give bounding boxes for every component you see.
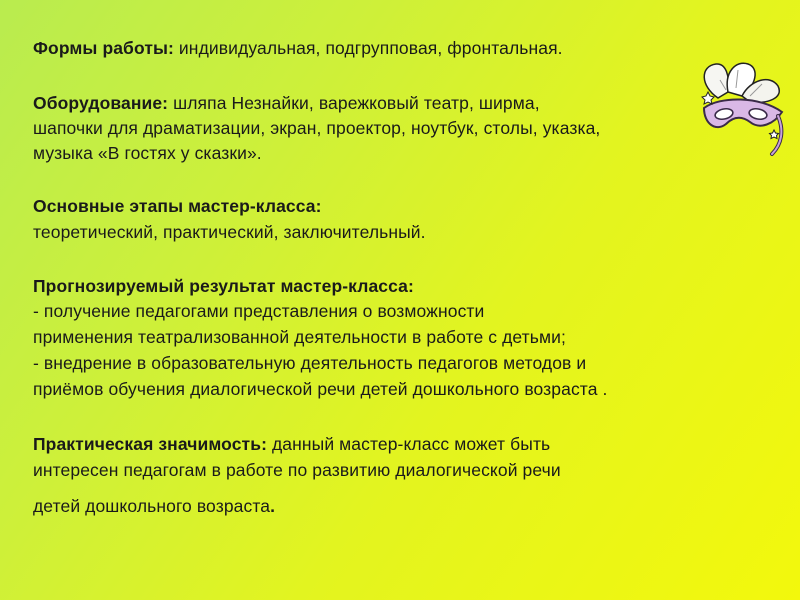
forms-label: Формы работы: — [33, 38, 174, 58]
significance-line-3 — [33, 496, 275, 516]
significance-text: данный мастер-класс может быть — [267, 434, 551, 454]
result-heading: Прогнозируемый результат мастер-класса: — [33, 276, 414, 296]
equipment-line-3: музыка «В гостях у сказки». — [33, 143, 262, 163]
theater-mask-icon — [690, 58, 790, 158]
forms-text: индивидуальная, подгрупповая, фронтальная. — [173, 38, 563, 58]
result-line-3: - внедрение в образовательную деятельность педагогов методов и — [33, 353, 587, 373]
equipment-line-2: шапочки для драматизации, экран, проектор, ноутбук, столы, указка, — [33, 118, 601, 138]
significance-end-mark: . — [270, 496, 276, 516]
result-line-2: применения театрализованной деятельности в работе с детьми; — [33, 327, 566, 347]
significance-line-3-text: детей дошкольного возраста — [33, 496, 271, 516]
equipment-label: Оборудование: — [33, 93, 169, 113]
stages-text: теоретический, практический, заключительный. — [33, 222, 426, 242]
stages-heading: Основные этапы мастер-класса: — [33, 196, 322, 216]
equipment-text: шляпа Незнайки, варежковый театр, ширма, — [168, 93, 540, 113]
significance-line-1 — [33, 434, 550, 454]
equipment-line-1 — [33, 93, 540, 113]
forms-line — [33, 38, 563, 58]
result-line-1: - получение педагогами представления о возможности — [33, 301, 485, 321]
significance-line-2: интересен педагогам в работе по развитию диалогической речи — [33, 460, 561, 480]
result-line-4: приёмов обучения диалогической речи детей дошкольного возраста . — [33, 379, 608, 399]
significance-label: Практическая значимость: — [33, 434, 267, 454]
